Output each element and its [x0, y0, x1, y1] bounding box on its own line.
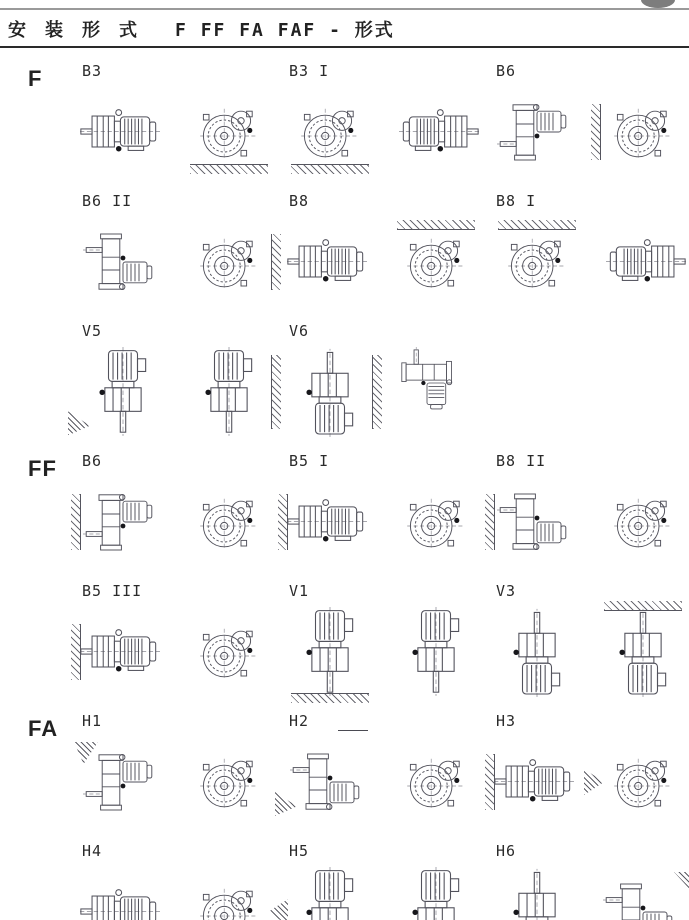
sideview-glyph	[80, 104, 166, 159]
front-glyph	[197, 884, 261, 920]
view-pair	[275, 342, 482, 442]
gearmotor-drawing	[184, 96, 274, 168]
mount-code-label: V5	[82, 322, 103, 340]
front-glyph	[197, 234, 261, 290]
title-rule	[0, 46, 689, 48]
gearmotor-drawing	[78, 226, 168, 298]
sideview-glyph	[287, 234, 373, 289]
lshape2-glyph	[83, 230, 163, 294]
mount-cell-h1	[68, 706, 275, 836]
gearmotor-drawing	[285, 347, 375, 438]
mount-cell-ff-b6	[68, 446, 275, 576]
front-glyph	[197, 624, 261, 680]
mount-cell-b3	[68, 56, 275, 186]
section-FF	[0, 446, 689, 706]
sideview-glyph	[494, 754, 580, 809]
mounting-diagram-grid	[0, 56, 689, 920]
gearmotor-drawing	[78, 347, 168, 438]
front-glyph	[404, 754, 468, 810]
gearmotor-drawing	[391, 226, 481, 298]
lshape2-glyph	[497, 490, 577, 554]
gearmotor-drawing	[598, 746, 688, 818]
diagram-row	[68, 706, 689, 836]
mount-cell-b5iii	[68, 576, 275, 706]
vertdown-glyph	[200, 347, 258, 438]
mount-code-label: H4	[82, 842, 103, 860]
mount-code-label: H3	[496, 712, 517, 730]
lshape2-glyph	[290, 750, 370, 814]
mount-code-label: H6	[496, 842, 517, 860]
lshape-glyph	[83, 490, 163, 554]
front-glyph	[197, 104, 261, 160]
diagram-row	[68, 836, 689, 920]
section-body	[68, 446, 689, 706]
view-pair	[482, 472, 689, 572]
mount-code-label: V6	[289, 322, 310, 340]
gearmotor-drawing	[492, 746, 582, 818]
gearmotor-drawing	[184, 226, 274, 298]
section-body	[68, 56, 689, 446]
gearmotor-drawing	[78, 486, 168, 558]
mount-code-label: H2	[289, 712, 310, 730]
diagram-row	[68, 576, 689, 706]
mount-code-label: B8	[289, 192, 310, 210]
view-pair	[68, 862, 275, 920]
mount-code-label: B5 III	[82, 582, 143, 600]
empty-cell	[482, 316, 689, 446]
front-glyph	[505, 234, 569, 290]
section-label: F	[28, 66, 43, 91]
front-glyph	[197, 494, 261, 550]
front-glyph	[611, 494, 675, 550]
gearmotor-drawing	[78, 876, 168, 920]
sideview-flip-glyph	[600, 234, 686, 289]
vertdown-glyph	[94, 347, 152, 438]
page-title	[8, 16, 395, 42]
view-pair	[68, 342, 275, 442]
vertdown-glyph	[407, 607, 465, 698]
gearmotor-drawing	[598, 486, 688, 558]
mount-cell-b6ii	[68, 186, 275, 316]
front-glyph	[404, 494, 468, 550]
view-pair	[482, 732, 689, 832]
gearmotor-drawing	[184, 486, 274, 558]
gearmotor-drawing	[78, 746, 168, 818]
sideview-glyph	[80, 624, 166, 679]
mount-cell-b5i	[275, 446, 482, 576]
view-pair	[275, 212, 482, 312]
diagram-row	[68, 56, 689, 186]
mount-code-label: B6 II	[82, 192, 133, 210]
vertdown-glyph	[301, 607, 359, 698]
mount-code-label: B6	[82, 452, 103, 470]
gearmotor-drawing	[492, 867, 582, 920]
diagram-row	[68, 446, 689, 576]
gearmotor-drawing	[391, 96, 481, 168]
gearmotor-drawing	[492, 226, 582, 298]
sideview-glyph	[80, 884, 166, 920]
view-pair	[482, 862, 689, 920]
gearmotor-drawing	[598, 226, 688, 298]
gearmotor-drawing	[184, 876, 274, 920]
mount-code-label: V3	[496, 582, 517, 600]
gearmotor-drawing	[285, 867, 375, 920]
mount-cell-b8	[275, 186, 482, 316]
mount-cell-v1	[275, 576, 482, 706]
mount-cell-v3	[482, 576, 689, 706]
gearmotor-drawing	[391, 486, 481, 558]
mount-code-label: B5 I	[289, 452, 330, 470]
top-rule	[0, 8, 689, 10]
front-glyph	[611, 754, 675, 810]
view-pair	[275, 732, 482, 832]
mount-cell-h3	[482, 706, 689, 836]
gearmotor-drawing	[391, 746, 481, 818]
section-FA	[0, 706, 689, 920]
diagram-row	[68, 186, 689, 316]
lshape-glyph	[497, 100, 577, 164]
vertup-glyph	[301, 347, 359, 438]
lshape2-glyph	[603, 880, 683, 920]
gearmotor-drawing	[391, 607, 481, 698]
view-pair	[275, 472, 482, 572]
gearmotor-drawing	[598, 876, 688, 920]
view-pair	[275, 862, 482, 920]
mount-code-label: B3 I	[289, 62, 330, 80]
front-glyph	[611, 104, 675, 160]
view-pair	[482, 602, 689, 702]
mount-code-label: B6	[496, 62, 517, 80]
view-pair	[275, 82, 482, 182]
mount-cell-h6	[482, 836, 689, 920]
vertup-glyph	[508, 867, 566, 920]
logo-fragment	[641, 0, 675, 8]
title-chinese: 安 装 形 式	[8, 20, 145, 40]
gearmotor-drawing	[391, 347, 481, 437]
view-pair	[68, 732, 275, 832]
mount-code-label: B8 II	[496, 452, 547, 470]
gearmotor-drawing	[78, 616, 168, 688]
section-F	[0, 56, 689, 446]
gearmotor-drawing	[78, 96, 168, 168]
gearmotor-drawing	[184, 347, 274, 438]
gearmotor-drawing	[391, 867, 481, 920]
gearmotor-drawing	[285, 96, 375, 168]
front-glyph	[298, 104, 362, 160]
gearmotor-drawing	[598, 96, 688, 168]
mount-cell-v5	[68, 316, 275, 446]
vertup-glyph	[508, 607, 566, 698]
gearmotor-drawing	[285, 486, 375, 558]
gearmotor-drawing	[492, 486, 582, 558]
mount-cell-b3i	[275, 56, 482, 186]
lshape3-glyph	[400, 347, 472, 437]
mount-cell-v6	[275, 316, 482, 446]
sideview-glyph	[287, 494, 373, 549]
gearmotor-drawing	[184, 746, 274, 818]
front-glyph	[197, 754, 261, 810]
sideview-flip-glyph	[393, 104, 479, 159]
mount-code-label: B8 I	[496, 192, 537, 210]
view-pair	[68, 82, 275, 182]
stray-centerline-mark	[338, 730, 368, 731]
view-pair	[482, 82, 689, 182]
vertdown-glyph	[407, 867, 465, 920]
gearmotor-drawing	[492, 96, 582, 168]
mount-code-label: V1	[289, 582, 310, 600]
gearmotor-drawing	[285, 746, 375, 818]
gearmotor-drawing	[285, 607, 375, 698]
section-body	[68, 706, 689, 920]
view-pair	[68, 602, 275, 702]
mount-code-label: H1	[82, 712, 103, 730]
gearmotor-drawing	[598, 607, 688, 698]
mount-cell-h2	[275, 706, 482, 836]
mount-cell-h5	[275, 836, 482, 920]
mount-cell-b6	[482, 56, 689, 186]
gearmotor-drawing	[285, 226, 375, 298]
gearmotor-drawing	[492, 607, 582, 698]
view-pair	[482, 212, 689, 312]
gearmotor-drawing	[184, 616, 274, 688]
mount-code-label: H5	[289, 842, 310, 860]
mount-cell-b8i	[482, 186, 689, 316]
view-pair	[68, 212, 275, 312]
section-label: FF	[28, 456, 57, 481]
view-pair	[275, 602, 482, 702]
diagram-row	[68, 316, 689, 446]
mount-code-label: B3	[82, 62, 103, 80]
section-label: FA	[28, 716, 59, 741]
mount-cell-h4	[68, 836, 275, 920]
title-type-codes: F FF FA FAF - 形式	[175, 20, 395, 41]
view-pair	[68, 472, 275, 572]
vertdown-glyph	[301, 867, 359, 920]
front-glyph	[404, 234, 468, 290]
mount-cell-b8ii	[482, 446, 689, 576]
vertup-glyph	[614, 607, 672, 698]
lshape-glyph	[83, 750, 163, 814]
